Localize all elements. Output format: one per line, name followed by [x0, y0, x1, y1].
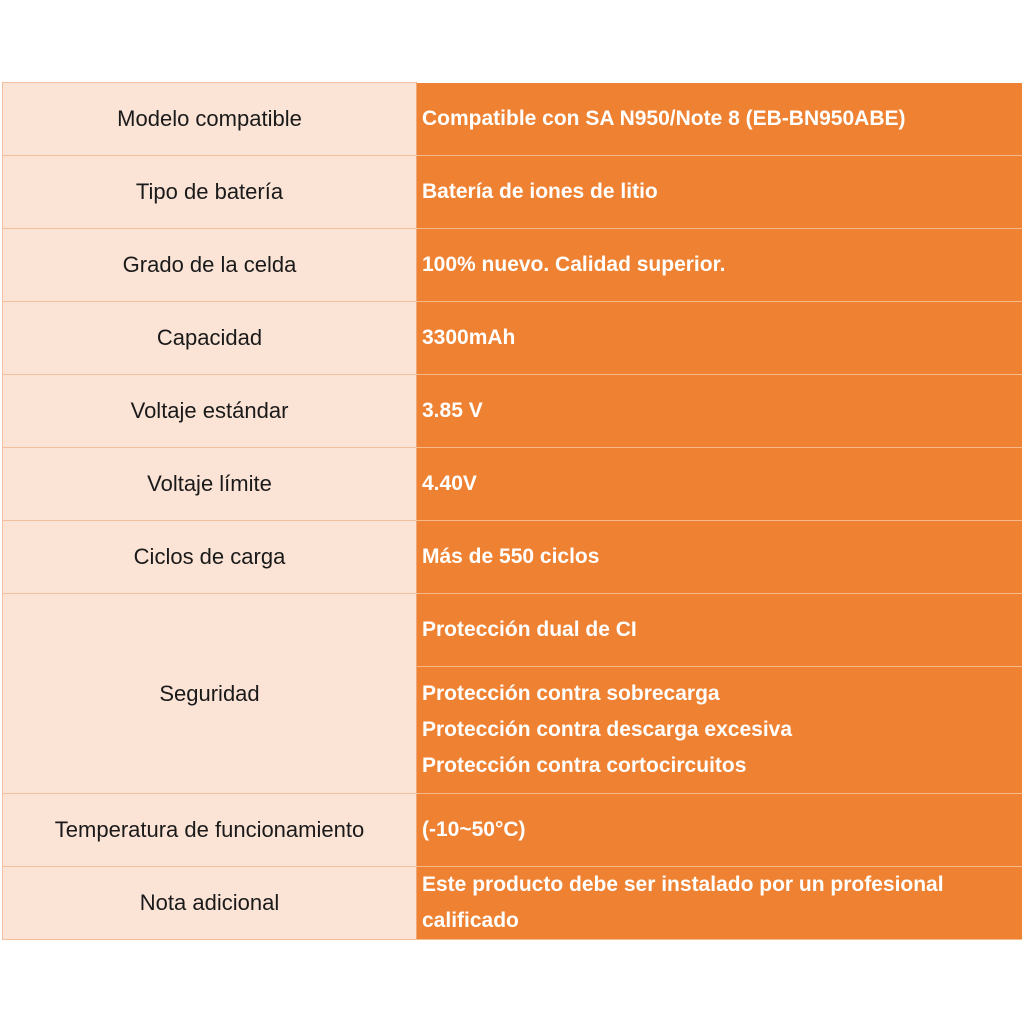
- spec-label: Nota adicional: [3, 867, 417, 940]
- spec-row-limit-voltage: [3, 448, 1023, 521]
- spec-value-line: Protección contra sobrecarga: [422, 682, 720, 705]
- spec-value: 3300mAh: [417, 302, 1023, 375]
- spec-label: Tipo de batería: [3, 156, 417, 229]
- spec-value: Más de 550 ciclos: [417, 521, 1023, 594]
- spec-value-line: calificado: [422, 909, 519, 932]
- spec-row-cell-grade: [3, 229, 1023, 302]
- spec-label: Grado de la celda: [3, 229, 417, 302]
- spec-row-charge-cycles: [3, 521, 1023, 594]
- spec-value: (-10~50°C): [417, 794, 1023, 867]
- spec-value-line: Este producto debe ser instalado por un profesional: [422, 873, 944, 896]
- spec-row-capacity: [3, 302, 1023, 375]
- spec-value: 3.85 V: [417, 375, 1023, 448]
- spec-value: Compatible con SA N950/Note 8 (EB-BN950ABE): [417, 83, 1023, 156]
- spec-label: Voltaje estándar: [3, 375, 417, 448]
- spec-row-compatible-model: [3, 83, 1023, 156]
- battery-spec-table: [2, 82, 1022, 940]
- spec-value-line: Protección contra descarga excesiva: [422, 718, 793, 741]
- spec-value-line: Protección contra cortocircuitos: [422, 754, 747, 777]
- spec-value: Protección dual de CI: [417, 594, 1023, 667]
- spec-label: Modelo compatible: [3, 83, 417, 156]
- spec-row-operating-temperature: [3, 794, 1023, 867]
- spec-row-standard-voltage: [3, 375, 1023, 448]
- spec-row-security: [3, 594, 1023, 667]
- spec-row-additional-note: [3, 867, 1023, 940]
- spec-row-battery-type: [3, 156, 1023, 229]
- spec-label: Seguridad: [3, 594, 417, 794]
- spec-label: Ciclos de carga: [3, 521, 417, 594]
- spec-value-list: [417, 867, 1023, 940]
- spec-label: Capacidad: [3, 302, 417, 375]
- spec-value: 100% nuevo. Calidad superior.: [417, 229, 1023, 302]
- spec-label: Temperatura de funcionamiento: [3, 794, 417, 867]
- spec-label: Voltaje límite: [3, 448, 417, 521]
- spec-value: Batería de iones de litio: [417, 156, 1023, 229]
- spec-value: 4.40V: [417, 448, 1023, 521]
- spec-value-list: [417, 667, 1023, 794]
